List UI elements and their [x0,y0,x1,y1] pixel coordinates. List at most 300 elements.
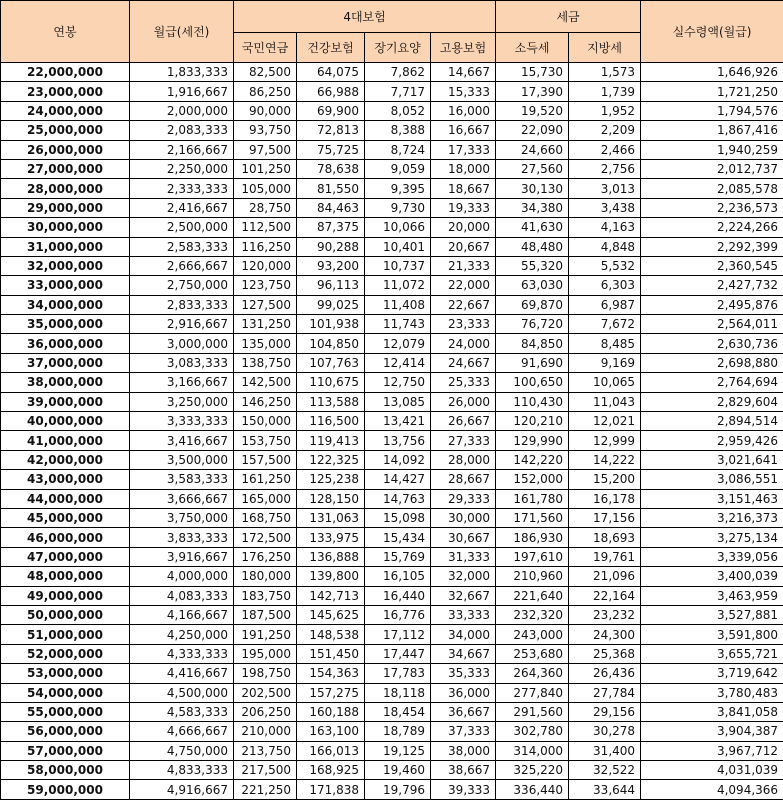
cell-pension: 153,750 [234,431,297,450]
cell-pension: 97,500 [234,140,297,159]
cell-income-tax: 22,090 [496,121,569,140]
cell-longterm-care: 17,783 [365,664,431,683]
table-row [1,256,783,275]
cell-health-insurance: 119,413 [297,431,365,450]
cell-income-tax: 291,560 [496,702,569,721]
cell-income-tax: 142,220 [496,450,569,469]
cell-income-tax: 243,000 [496,625,569,644]
cell-annual-salary: 46,000,000 [1,528,130,547]
cell-employment-insurance: 15,333 [431,82,496,101]
cell-net-pay: 1,867,416 [641,121,783,140]
cell-income-tax: 48,480 [496,237,569,256]
cell-health-insurance: 87,375 [297,218,365,237]
cell-employment-insurance: 19,333 [431,198,496,217]
cell-employment-insurance: 14,667 [431,63,496,82]
cell-employment-insurance: 37,333 [431,722,496,741]
cell-annual-salary: 37,000,000 [1,353,130,372]
cell-local-tax: 24,300 [569,625,641,644]
cell-annual-salary: 47,000,000 [1,547,130,566]
cell-pension: 105,000 [234,179,297,198]
cell-local-tax: 9,169 [569,353,641,372]
cell-pension: 183,750 [234,586,297,605]
cell-longterm-care: 15,769 [365,547,431,566]
cell-annual-salary: 53,000,000 [1,664,130,683]
cell-health-insurance: 125,238 [297,470,365,489]
cell-monthly-pretax: 2,000,000 [130,101,234,120]
cell-health-insurance: 81,550 [297,179,365,198]
table-row [1,237,783,256]
cell-net-pay: 4,031,039 [641,761,783,780]
cell-monthly-pretax: 2,333,333 [130,179,234,198]
cell-longterm-care: 18,789 [365,722,431,741]
cell-net-pay: 3,904,387 [641,722,783,741]
table-row [1,295,783,314]
cell-employment-insurance: 20,667 [431,237,496,256]
cell-health-insurance: 113,588 [297,392,365,411]
cell-employment-insurance: 28,000 [431,450,496,469]
cell-net-pay: 2,698,880 [641,353,783,372]
cell-monthly-pretax: 3,000,000 [130,334,234,353]
cell-local-tax: 2,466 [569,140,641,159]
cell-local-tax: 26,436 [569,664,641,683]
cell-pension: 90,000 [234,101,297,120]
cell-annual-salary: 45,000,000 [1,508,130,527]
cell-longterm-care: 14,763 [365,489,431,508]
cell-local-tax: 5,532 [569,256,641,275]
cell-pension: 198,750 [234,664,297,683]
cell-pension: 82,500 [234,63,297,82]
table-row [1,179,783,198]
cell-monthly-pretax: 3,666,667 [130,489,234,508]
cell-employment-insurance: 27,333 [431,431,496,450]
cell-net-pay: 2,630,736 [641,334,783,353]
cell-local-tax: 17,156 [569,508,641,527]
cell-income-tax: 120,210 [496,412,569,431]
cell-income-tax: 91,690 [496,353,569,372]
cell-net-pay: 2,292,399 [641,237,783,256]
cell-net-pay: 3,400,039 [641,567,783,586]
cell-monthly-pretax: 2,750,000 [130,276,234,295]
table-row [1,664,783,683]
cell-annual-salary: 59,000,000 [1,780,130,799]
cell-net-pay: 3,591,800 [641,625,783,644]
cell-employment-insurance: 38,000 [431,741,496,760]
cell-annual-salary: 52,000,000 [1,644,130,663]
cell-monthly-pretax: 3,250,000 [130,392,234,411]
cell-net-pay: 2,360,545 [641,256,783,275]
cell-net-pay: 3,967,712 [641,741,783,760]
cell-health-insurance: 66,988 [297,82,365,101]
cell-employment-insurance: 22,667 [431,295,496,314]
table-row [1,82,783,101]
cell-local-tax: 1,952 [569,101,641,120]
table-row [1,431,783,450]
cell-local-tax: 18,693 [569,528,641,547]
cell-net-pay: 2,764,694 [641,373,783,392]
cell-net-pay: 3,719,642 [641,664,783,683]
cell-local-tax: 7,672 [569,315,641,334]
cell-longterm-care: 8,388 [365,121,431,140]
table-row [1,276,783,295]
cell-health-insurance: 110,675 [297,373,365,392]
cell-annual-salary: 26,000,000 [1,140,130,159]
cell-pension: 213,750 [234,741,297,760]
table-row [1,450,783,469]
cell-health-insurance: 90,288 [297,237,365,256]
cell-annual-salary: 35,000,000 [1,315,130,334]
cell-employment-insurance: 17,333 [431,140,496,159]
cell-longterm-care: 11,408 [365,295,431,314]
cell-health-insurance: 151,450 [297,644,365,663]
cell-health-insurance: 128,150 [297,489,365,508]
cell-net-pay: 1,940,259 [641,140,783,159]
cell-monthly-pretax: 3,166,667 [130,373,234,392]
cell-monthly-pretax: 3,416,667 [130,431,234,450]
cell-monthly-pretax: 2,083,333 [130,121,234,140]
cell-local-tax: 27,784 [569,683,641,702]
cell-net-pay: 3,655,721 [641,644,783,663]
cell-health-insurance: 133,975 [297,528,365,547]
cell-net-pay: 3,216,373 [641,508,783,527]
cell-health-insurance: 168,925 [297,761,365,780]
cell-local-tax: 14,222 [569,450,641,469]
cell-net-pay: 1,646,926 [641,63,783,82]
cell-local-tax: 6,303 [569,276,641,295]
cell-income-tax: 63,030 [496,276,569,295]
cell-longterm-care: 11,072 [365,276,431,295]
cell-income-tax: 232,320 [496,605,569,624]
table-row [1,508,783,527]
cell-income-tax: 76,720 [496,315,569,334]
header-pension: 국민연금 [234,33,297,63]
cell-monthly-pretax: 3,750,000 [130,508,234,527]
cell-pension: 221,250 [234,780,297,799]
cell-pension: 180,000 [234,567,297,586]
cell-pension: 131,250 [234,315,297,334]
cell-health-insurance: 78,638 [297,159,365,178]
cell-pension: 123,750 [234,276,297,295]
cell-income-tax: 17,390 [496,82,569,101]
cell-health-insurance: 75,725 [297,140,365,159]
cell-health-insurance: 96,113 [297,276,365,295]
cell-income-tax: 186,930 [496,528,569,547]
cell-income-tax: 24,660 [496,140,569,159]
cell-annual-salary: 49,000,000 [1,586,130,605]
cell-longterm-care: 18,118 [365,683,431,702]
table-row [1,683,783,702]
cell-annual-salary: 58,000,000 [1,761,130,780]
cell-income-tax: 336,440 [496,780,569,799]
table-row [1,780,783,799]
table-row [1,140,783,159]
cell-health-insurance: 166,013 [297,741,365,760]
cell-health-insurance: 154,363 [297,664,365,683]
cell-health-insurance: 171,838 [297,780,365,799]
cell-monthly-pretax: 4,416,667 [130,664,234,683]
cell-health-insurance: 148,538 [297,625,365,644]
cell-longterm-care: 13,421 [365,412,431,431]
cell-local-tax: 1,573 [569,63,641,82]
cell-income-tax: 161,780 [496,489,569,508]
cell-health-insurance: 116,500 [297,412,365,431]
cell-annual-salary: 38,000,000 [1,373,130,392]
cell-pension: 157,500 [234,450,297,469]
cell-longterm-care: 16,105 [365,567,431,586]
cell-income-tax: 314,000 [496,741,569,760]
cell-net-pay: 2,427,732 [641,276,783,295]
cell-employment-insurance: 26,667 [431,412,496,431]
cell-local-tax: 33,644 [569,780,641,799]
cell-longterm-care: 13,756 [365,431,431,450]
cell-income-tax: 41,630 [496,218,569,237]
cell-local-tax: 4,848 [569,237,641,256]
cell-pension: 86,250 [234,82,297,101]
cell-income-tax: 19,520 [496,101,569,120]
cell-employment-insurance: 34,000 [431,625,496,644]
cell-annual-salary: 41,000,000 [1,431,130,450]
cell-net-pay: 4,094,366 [641,780,783,799]
table-row [1,702,783,721]
header-employment-insurance: 고용보험 [431,33,496,63]
cell-monthly-pretax: 2,250,000 [130,159,234,178]
cell-pension: 138,750 [234,353,297,372]
table-row [1,528,783,547]
cell-health-insurance: 107,763 [297,353,365,372]
cell-employment-insurance: 39,333 [431,780,496,799]
cell-monthly-pretax: 2,666,667 [130,256,234,275]
table-row [1,121,783,140]
cell-net-pay: 1,721,250 [641,82,783,101]
cell-health-insurance: 104,850 [297,334,365,353]
cell-local-tax: 22,164 [569,586,641,605]
cell-monthly-pretax: 3,583,333 [130,470,234,489]
cell-local-tax: 1,739 [569,82,641,101]
cell-monthly-pretax: 4,166,667 [130,605,234,624]
cell-local-tax: 32,522 [569,761,641,780]
cell-annual-salary: 48,000,000 [1,567,130,586]
cell-longterm-care: 14,427 [365,470,431,489]
cell-employment-insurance: 18,000 [431,159,496,178]
table-row [1,353,783,372]
cell-local-tax: 11,043 [569,392,641,411]
cell-local-tax: 2,209 [569,121,641,140]
cell-net-pay: 1,794,576 [641,101,783,120]
table-row [1,489,783,508]
cell-net-pay: 3,527,881 [641,605,783,624]
cell-income-tax: 277,840 [496,683,569,702]
cell-health-insurance: 142,713 [297,586,365,605]
cell-pension: 202,500 [234,683,297,702]
cell-monthly-pretax: 4,500,000 [130,683,234,702]
cell-pension: 161,250 [234,470,297,489]
cell-longterm-care: 19,125 [365,741,431,760]
cell-local-tax: 2,756 [569,159,641,178]
table-header [1,1,783,63]
cell-income-tax: 253,680 [496,644,569,663]
cell-income-tax: 27,560 [496,159,569,178]
cell-monthly-pretax: 3,083,333 [130,353,234,372]
cell-monthly-pretax: 3,916,667 [130,547,234,566]
cell-annual-salary: 54,000,000 [1,683,130,702]
table-row [1,159,783,178]
cell-local-tax: 10,065 [569,373,641,392]
cell-income-tax: 210,960 [496,567,569,586]
cell-monthly-pretax: 1,833,333 [130,63,234,82]
cell-monthly-pretax: 4,916,667 [130,780,234,799]
cell-longterm-care: 7,717 [365,82,431,101]
table-row [1,586,783,605]
cell-income-tax: 55,320 [496,256,569,275]
cell-employment-insurance: 23,333 [431,315,496,334]
cell-pension: 210,000 [234,722,297,741]
cell-annual-salary: 34,000,000 [1,295,130,314]
table-row [1,547,783,566]
cell-health-insurance: 160,188 [297,702,365,721]
cell-employment-insurance: 20,000 [431,218,496,237]
cell-employment-insurance: 16,667 [431,121,496,140]
cell-longterm-care: 9,730 [365,198,431,217]
cell-longterm-care: 9,059 [365,159,431,178]
cell-pension: 120,000 [234,256,297,275]
cell-pension: 165,000 [234,489,297,508]
cell-pension: 112,500 [234,218,297,237]
cell-annual-salary: 42,000,000 [1,450,130,469]
cell-income-tax: 129,990 [496,431,569,450]
cell-local-tax: 23,232 [569,605,641,624]
cell-employment-insurance: 21,333 [431,256,496,275]
cell-longterm-care: 17,112 [365,625,431,644]
header-annual-salary: 연봉 [1,1,130,63]
cell-monthly-pretax: 4,583,333 [130,702,234,721]
table-row [1,625,783,644]
cell-annual-salary: 57,000,000 [1,741,130,760]
cell-longterm-care: 12,414 [365,353,431,372]
cell-health-insurance: 93,200 [297,256,365,275]
table-row [1,315,783,334]
cell-longterm-care: 9,395 [365,179,431,198]
cell-longterm-care: 10,066 [365,218,431,237]
cell-health-insurance: 139,800 [297,567,365,586]
cell-longterm-care: 8,052 [365,101,431,120]
cell-health-insurance: 131,063 [297,508,365,527]
cell-monthly-pretax: 4,000,000 [130,567,234,586]
cell-net-pay: 3,780,483 [641,683,783,702]
cell-pension: 116,250 [234,237,297,256]
cell-net-pay: 2,894,514 [641,412,783,431]
cell-employment-insurance: 32,667 [431,586,496,605]
cell-longterm-care: 19,796 [365,780,431,799]
cell-income-tax: 325,220 [496,761,569,780]
cell-net-pay: 3,086,551 [641,470,783,489]
cell-income-tax: 152,000 [496,470,569,489]
cell-local-tax: 8,485 [569,334,641,353]
cell-local-tax: 4,163 [569,218,641,237]
cell-annual-salary: 24,000,000 [1,101,130,120]
cell-local-tax: 21,096 [569,567,641,586]
cell-net-pay: 2,829,604 [641,392,783,411]
cell-annual-salary: 27,000,000 [1,159,130,178]
table-row [1,722,783,741]
header-health-insurance: 건강보험 [297,33,365,63]
cell-annual-salary: 55,000,000 [1,702,130,721]
cell-monthly-pretax: 4,750,000 [130,741,234,760]
cell-income-tax: 221,640 [496,586,569,605]
cell-employment-insurance: 32,000 [431,567,496,586]
table-row [1,412,783,431]
cell-income-tax: 302,780 [496,722,569,741]
cell-annual-salary: 44,000,000 [1,489,130,508]
table-row [1,218,783,237]
cell-net-pay: 3,151,463 [641,489,783,508]
cell-pension: 176,250 [234,547,297,566]
cell-net-pay: 2,495,876 [641,295,783,314]
cell-monthly-pretax: 4,333,333 [130,644,234,663]
cell-monthly-pretax: 3,833,333 [130,528,234,547]
cell-local-tax: 16,178 [569,489,641,508]
cell-pension: 187,500 [234,605,297,624]
cell-income-tax: 264,360 [496,664,569,683]
cell-local-tax: 19,761 [569,547,641,566]
cell-net-pay: 3,339,056 [641,547,783,566]
cell-income-tax: 15,730 [496,63,569,82]
cell-pension: 142,500 [234,373,297,392]
cell-pension: 93,750 [234,121,297,140]
cell-annual-salary: 40,000,000 [1,412,130,431]
cell-annual-salary: 51,000,000 [1,625,130,644]
cell-monthly-pretax: 2,500,000 [130,218,234,237]
cell-net-pay: 3,841,058 [641,702,783,721]
table-row [1,373,783,392]
cell-health-insurance: 69,900 [297,101,365,120]
cell-income-tax: 84,850 [496,334,569,353]
table-row [1,470,783,489]
cell-pension: 206,250 [234,702,297,721]
cell-longterm-care: 19,460 [365,761,431,780]
cell-local-tax: 12,999 [569,431,641,450]
cell-local-tax: 29,156 [569,702,641,721]
cell-annual-salary: 30,000,000 [1,218,130,237]
cell-employment-insurance: 30,667 [431,528,496,547]
cell-annual-salary: 28,000,000 [1,179,130,198]
cell-pension: 146,250 [234,392,297,411]
cell-local-tax: 15,200 [569,470,641,489]
cell-employment-insurance: 36,667 [431,702,496,721]
cell-pension: 172,500 [234,528,297,547]
cell-longterm-care: 11,743 [365,315,431,334]
table-row [1,761,783,780]
cell-monthly-pretax: 4,250,000 [130,625,234,644]
cell-income-tax: 34,380 [496,198,569,217]
cell-longterm-care: 15,434 [365,528,431,547]
cell-pension: 150,000 [234,412,297,431]
cell-employment-insurance: 25,333 [431,373,496,392]
cell-annual-salary: 32,000,000 [1,256,130,275]
cell-monthly-pretax: 4,833,333 [130,761,234,780]
header-local-tax: 지방세 [569,33,641,63]
table-row [1,63,783,82]
cell-longterm-care: 7,862 [365,63,431,82]
table-row [1,101,783,120]
cell-annual-salary: 23,000,000 [1,82,130,101]
cell-annual-salary: 33,000,000 [1,276,130,295]
cell-net-pay: 2,085,578 [641,179,783,198]
cell-annual-salary: 31,000,000 [1,237,130,256]
cell-monthly-pretax: 2,166,667 [130,140,234,159]
cell-monthly-pretax: 1,916,667 [130,82,234,101]
cell-annual-salary: 39,000,000 [1,392,130,411]
header-tax-group: 세금 [496,1,641,33]
cell-net-pay: 2,012,737 [641,159,783,178]
